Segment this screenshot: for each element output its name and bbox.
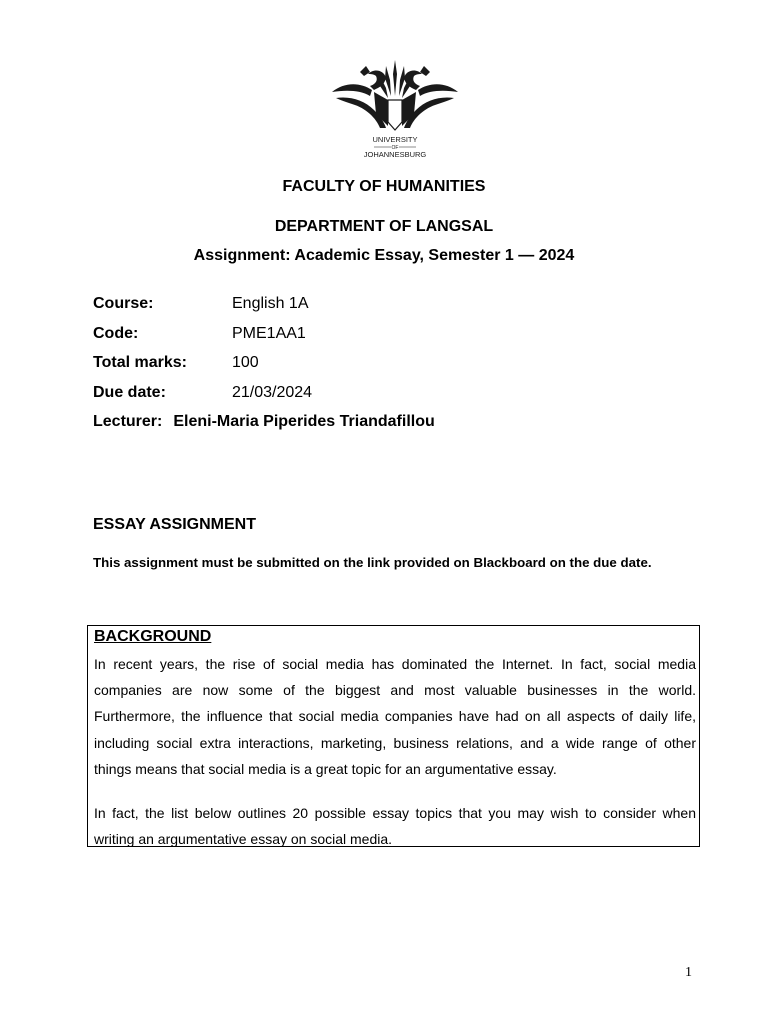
logo-line3: JOHANNESBURG [363,150,427,159]
logo-line1: UNIVERSITY [372,135,418,144]
department-title: DEPARTMENT OF LANGSAL [274,218,494,235]
lecturer-row [93,412,693,442]
right-bird-icon [402,66,458,128]
course-details [93,294,693,442]
course-row [93,294,693,324]
background-box [87,625,700,847]
background-title: BACKGROUND [94,628,212,645]
code-value: PME1AA1 [232,324,306,342]
submission-notice: This assignment must be submitted on the link provided on Blackboard on the due date. [93,555,652,570]
background-paragraph-1: In recent years, the rise of social media has dominated the Internet. In fact, social media companies are now some of the biggest and most valuable businesses in the world. Furthermore, the influence that social media companies have had on all aspects of daily life, including social extra interactions, marketing, business relations, and a wide range of other things means that social media is a great topic for an argumentative essay. [94,656,696,777]
university-logo [330,56,460,162]
course-label: Course: [93,295,154,312]
lecturer-label: Lecturer: [93,413,163,430]
code-label: Code: [93,324,139,342]
assignment-title: Assignment: Academic Essay, Semester 1 — 2024 [193,247,575,264]
marks-label: Total marks: [93,354,187,371]
left-bird-icon [332,66,388,128]
logo-line2: OF [391,145,399,151]
lecturer-value: Eleni-Maria Piperides Triandafillou [173,413,435,430]
background-paragraph-2: In fact, the list below outlines 20 possible essay topics that you may wish to consider when writing an argumentative essay on social media. [94,805,696,848]
course-value: English 1A [232,295,309,312]
page-number: 1 [685,965,692,980]
due-date-value: 21/03/2024 [232,383,313,401]
essay-heading: ESSAY ASSIGNMENT [93,516,257,533]
code-row [93,324,693,354]
marks-row [93,353,693,383]
due-date-row [93,383,693,413]
marks-value: 100 [232,354,259,371]
faculty-title: FACULTY OF HUMANITIES [282,178,486,195]
due-date-label: Due date: [93,383,166,401]
